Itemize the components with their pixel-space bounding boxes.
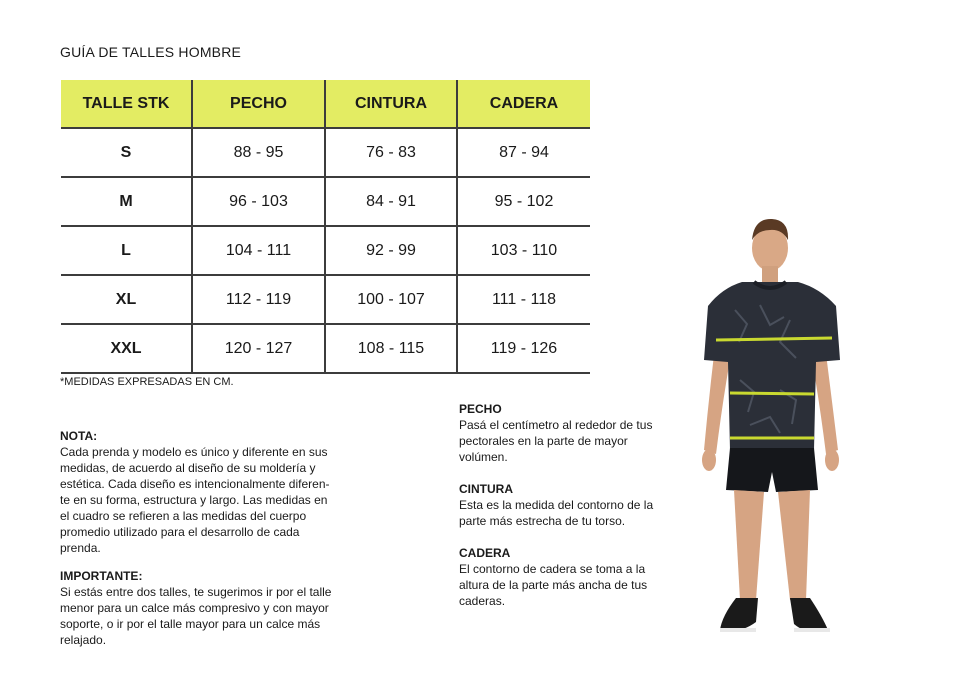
model-right-sole bbox=[794, 628, 830, 632]
waist-measure-line bbox=[730, 393, 814, 394]
pecho-heading: PECHO bbox=[459, 402, 502, 416]
cadera-line: El contorno de cadera se toma a la bbox=[459, 562, 646, 576]
model-right-hand bbox=[825, 449, 839, 471]
importante-line: relajado. bbox=[60, 633, 107, 647]
model-neck bbox=[762, 266, 778, 284]
nota-line: medidas, de acuerdo al diseño de su moldería y bbox=[60, 461, 316, 475]
header-cintura: CINTURA bbox=[325, 80, 457, 128]
table-row bbox=[61, 177, 590, 226]
cintura-cell: 92 - 99 bbox=[325, 226, 457, 275]
measurement-footnote: *MEDIDAS EXPRESADAS EN CM. bbox=[60, 376, 234, 388]
pecho-line: pectorales en la parte de mayor bbox=[459, 434, 628, 448]
cintura-cell: 100 - 107 bbox=[325, 275, 457, 324]
model-left-leg bbox=[734, 490, 764, 600]
cadera-cell: 111 - 118 bbox=[457, 275, 590, 324]
cintura-cell: 76 - 83 bbox=[325, 128, 457, 177]
nota-line: el cuadro se refieren a las medidas del cuerpo bbox=[60, 509, 307, 523]
chest-measure-line bbox=[716, 338, 832, 340]
importante-section bbox=[60, 568, 340, 648]
cadera-cell: 95 - 102 bbox=[457, 177, 590, 226]
model-shorts bbox=[726, 448, 818, 492]
cintura-heading: CINTURA bbox=[459, 482, 513, 496]
size-cell: L bbox=[61, 226, 192, 275]
model-photo bbox=[690, 210, 860, 650]
model-left-sole bbox=[720, 628, 756, 632]
nota-heading: NOTA: bbox=[60, 429, 98, 443]
cadera-cell: 103 - 110 bbox=[457, 226, 590, 275]
model-right-shoe bbox=[790, 598, 828, 632]
table-row bbox=[61, 275, 590, 324]
pecho-cell: 120 - 127 bbox=[192, 324, 325, 373]
header-cadera: CADERA bbox=[457, 80, 590, 128]
pecho-cell: 96 - 103 bbox=[192, 177, 325, 226]
model-left-shoe bbox=[720, 598, 758, 631]
pecho-line: Pasá el centímetro al rededor de tus bbox=[459, 418, 653, 432]
pecho-cell: 104 - 111 bbox=[192, 226, 325, 275]
cadera-heading: CADERA bbox=[459, 546, 511, 560]
table-row bbox=[61, 324, 590, 373]
nota-line: estética. Cada diseño es intencionalmente diferen- bbox=[60, 477, 330, 491]
size-table bbox=[61, 80, 590, 374]
cadera-line: caderas. bbox=[459, 594, 506, 608]
page-title: GUÍA DE TALLES HOMBRE bbox=[60, 44, 242, 60]
cadera-cell: 87 - 94 bbox=[457, 128, 590, 177]
table-row bbox=[61, 128, 590, 177]
size-cell: S bbox=[61, 128, 192, 177]
importante-heading: IMPORTANTE: bbox=[60, 569, 143, 583]
header-talle: TALLE STK bbox=[61, 80, 192, 128]
nota-line: Cada prenda y modelo es único y diferente en sus bbox=[60, 445, 328, 459]
table-row bbox=[61, 226, 590, 275]
cadera-section bbox=[459, 545, 669, 609]
pecho-line: volúmen. bbox=[459, 450, 508, 464]
importante-line: soporte, o ir por el talle mayor para un calce más bbox=[60, 617, 321, 631]
header-pecho: PECHO bbox=[192, 80, 325, 128]
size-cell: XXL bbox=[61, 324, 192, 373]
size-cell: XL bbox=[61, 275, 192, 324]
nota-section bbox=[60, 428, 338, 556]
pecho-cell: 88 - 95 bbox=[192, 128, 325, 177]
cadera-cell: 119 - 126 bbox=[457, 324, 590, 373]
cintura-cell: 84 - 91 bbox=[325, 177, 457, 226]
cintura-cell: 108 - 115 bbox=[325, 324, 457, 373]
size-cell: M bbox=[61, 177, 192, 226]
table-header-row bbox=[61, 80, 590, 128]
cintura-line: parte más estrecha de tu torso. bbox=[459, 514, 626, 528]
pecho-cell: 112 - 119 bbox=[192, 275, 325, 324]
cadera-line: altura de la parte más ancha de tus bbox=[459, 578, 648, 592]
importante-line: menor para un calce más compresivo y con mayor bbox=[60, 601, 329, 615]
cintura-section bbox=[459, 481, 669, 529]
nota-line: prenda. bbox=[60, 541, 101, 555]
pecho-section bbox=[459, 401, 669, 465]
nota-line: te en su forma, estructura y largo. Las medidas en bbox=[60, 493, 328, 507]
cintura-line: Esta es la medida del contorno de la bbox=[459, 498, 654, 512]
importante-line: Si estás entre dos talles, te sugerimos ir por el talle bbox=[60, 585, 332, 599]
model-left-hand bbox=[702, 449, 716, 471]
model-right-leg bbox=[778, 490, 810, 600]
nota-line: promedio utilizado para el desarrollo de cada bbox=[60, 525, 300, 539]
